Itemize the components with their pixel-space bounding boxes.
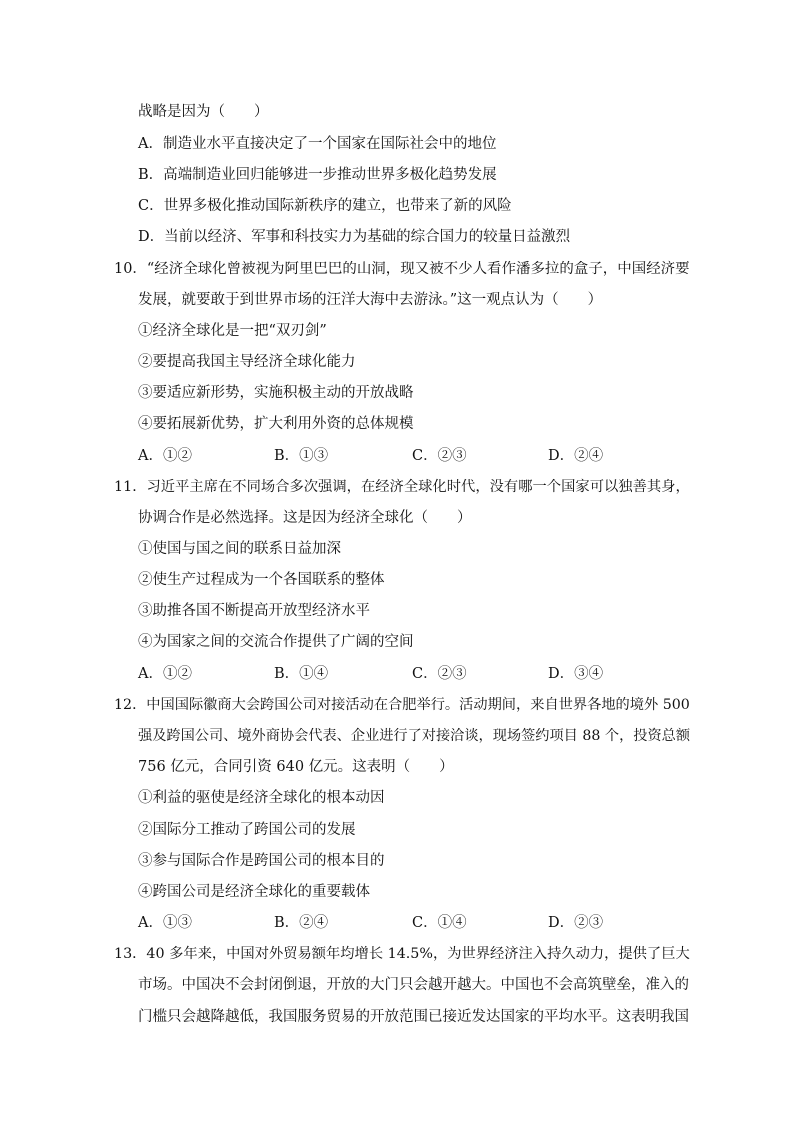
q12-stem-line3: 756 亿元，合同引资 640 亿元。这表明（ ） bbox=[138, 759, 454, 775]
q13-stem-line3: 门槛只会越降越低，我国服务贸易的开放范围已接近发达国家的平均水平。这表明我国 bbox=[138, 1009, 689, 1025]
q11-stem-line2: 协调合作是必然选择。这是因为经济全球化（ ） bbox=[138, 510, 472, 526]
q10-item-1: ①经济全球化是一把“双刃剑” bbox=[138, 323, 327, 339]
q12-choice-b: B．②④ bbox=[274, 915, 329, 931]
q10-choice-c: C．②③ bbox=[412, 448, 467, 464]
q9-option-a: A．制造业水平直接决定了一个国家在国际社会中的地位 bbox=[138, 136, 497, 152]
q10-item-3: ③要适应新形势，实施积极主动的开放战略 bbox=[138, 385, 414, 401]
q13-stem-line1: 13．40 多年来，中国对外贸易额年均增长 14.5%，为世界经济注入持久动力，提供了巨大 bbox=[114, 946, 690, 962]
q11-item-4: ④为国家之间的交流合作提供了广阔的空间 bbox=[138, 634, 414, 650]
q11-item-2: ②使生产过程成为一个各国联系的整体 bbox=[138, 572, 385, 588]
q12-item-3: ③参与国际合作是跨国公司的根本目的 bbox=[138, 853, 385, 869]
q10-stem-line2: 发展，就要敢于到世界市场的汪洋大海中去游泳。”这一观点认为（ ） bbox=[138, 292, 603, 308]
q11-item-1: ①使国与国之间的联系日益加深 bbox=[138, 541, 341, 557]
q12-item-1: ①利益的驱使是经济全球化的根本动因 bbox=[138, 790, 385, 806]
q9-option-d: D．当前以经济、军事和科技实力为基础的综合国力的较量日益激烈 bbox=[138, 229, 571, 245]
q11-choice-b: B．①④ bbox=[274, 666, 329, 682]
q11-item-3: ③助推各国不断提高开放型经济水平 bbox=[138, 603, 370, 619]
q10-choice-b: B．①③ bbox=[274, 448, 329, 464]
q13-stem-line2: 市场。中国决不会封闭倒退，开放的大门只会越开越大。中国也不会高筑壁垒，准入的 bbox=[138, 977, 689, 993]
q9-option-c: C．世界多极化推动国际新秩序的建立，也带来了新的风险 bbox=[138, 198, 512, 214]
q12-choice-c: C．①④ bbox=[412, 915, 467, 931]
q12-choice-d: D．②③ bbox=[548, 915, 604, 931]
q10-item-2: ②要提高我国主导经济全球化能力 bbox=[138, 354, 356, 370]
q10-stem-line1: 10．“经济全球化曾被视为阿里巴巴的山洞，现又被不少人看作潘多拉的盒子，中国经济要 bbox=[114, 261, 690, 277]
q11-stem-line1: 11．习近平主席在不同场合多次强调，在经济全球化时代，没有哪一个国家可以独善其身， bbox=[114, 479, 690, 495]
q12-choice-a: A．①③ bbox=[138, 915, 192, 931]
q11-choice-c: C．②③ bbox=[412, 666, 467, 682]
q10-choice-d: D．②④ bbox=[548, 448, 604, 464]
q12-item-4: ④跨国公司是经济全球化的重要载体 bbox=[138, 884, 370, 900]
q10-item-4: ④要拓展新优势，扩大利用外资的总体规模 bbox=[138, 416, 414, 432]
q12-stem-line2: 强及跨国公司、境外商协会代表、企业进行了对接洽谈，现场签约项目 88 个，投资总额 bbox=[138, 728, 691, 744]
q11-choice-d: D．③④ bbox=[548, 666, 604, 682]
q11-choice-a: A．①② bbox=[138, 666, 192, 682]
q12-stem-line1: 12．中国国际徽商大会跨国公司对接活动在合肥举行。活动期间，来自世界各地的境外 500 bbox=[114, 697, 690, 713]
q12-item-2: ②国际分工推动了跨国公司的发展 bbox=[138, 822, 356, 838]
q9-option-b: B．高端制造业回归能够进一步推动世界多极化趋势发展 bbox=[138, 167, 497, 183]
q9-stem-tail: 战略是因为（ ） bbox=[138, 104, 269, 120]
q10-choice-a: A．①② bbox=[138, 448, 192, 464]
